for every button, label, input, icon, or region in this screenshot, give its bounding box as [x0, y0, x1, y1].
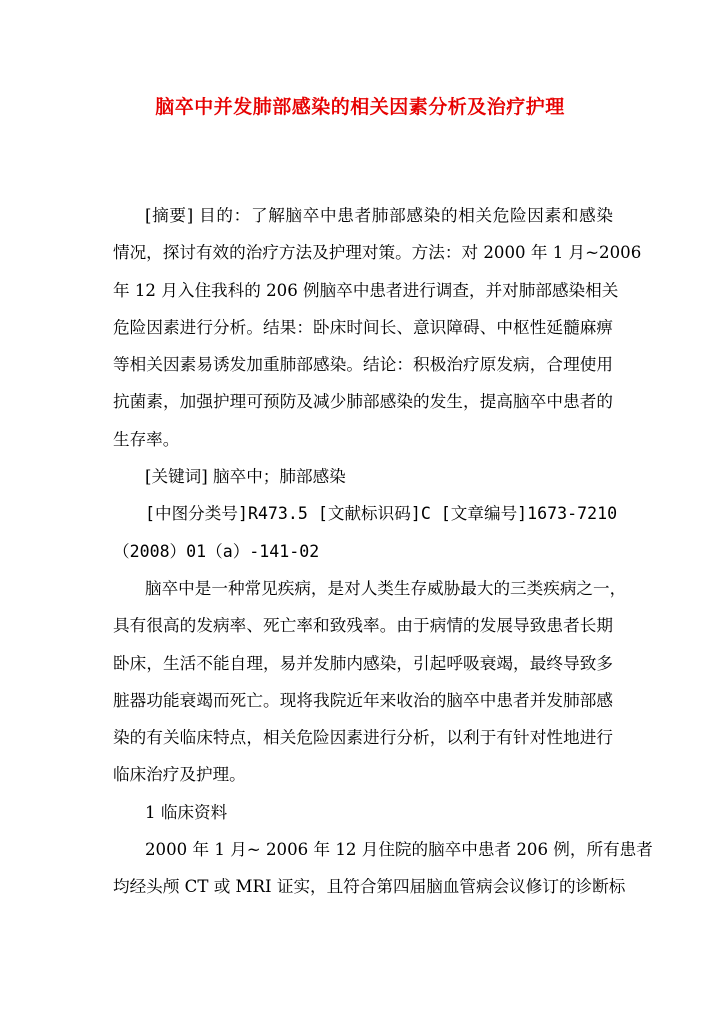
section-heading-text: 1 临床资料 [145, 802, 228, 822]
intro-line: 脑卒中是一种常见疾病，是对人类生存威胁最大的三类疾病之一， [145, 578, 627, 598]
classification-paragraph [113, 495, 618, 570]
intro-line: 具有很高的发病率、死亡率和致残率。由于病情的发展导致患者长期 [113, 616, 613, 636]
intro-line: 卧床，生活不能自理，易并发肺内感染，引起呼吸衰竭，最终导致多 [113, 653, 613, 673]
abstract-line: 危险因素进行分析。结果：卧床时间长、意识障碍、中枢性延髓麻痹 [113, 317, 613, 337]
document-body [113, 197, 653, 906]
keywords-paragraph [113, 458, 613, 495]
section1-line: 均经头颅 CT 或 MRI 证实，且符合第四届脑血管病会议修订的诊断标 [113, 877, 626, 897]
abstract-line: 情况，探讨有效的治疗方法及护理对策。方法：对 2000 年 1 月~2006 [113, 243, 642, 263]
intro-line: 染的有关临床特点，相关危险因素进行分析，以利于有针对性地进行 [113, 728, 613, 748]
abstract-line: 生存率。 [113, 429, 180, 449]
intro-line: 脏器功能衰竭而死亡。现将我院近年来收治的脑卒中患者并发肺部感 [113, 690, 613, 710]
document-title: 脑卒中并发肺部感染的相关因素分析及治疗护理 [155, 96, 565, 118]
keywords-line: [关键词] 脑卒中；肺部感染 [145, 467, 346, 487]
intro-paragraph [113, 570, 627, 794]
abstract-line: 抗菌素，加强护理可预防及减少肺部感染的发生，提高脑卒中患者的 [113, 392, 613, 412]
classification-line: [中图分类号]R473.5 [文献标识码]C [文章编号]1673-7210 [145, 504, 618, 524]
abstract-paragraph [113, 197, 642, 458]
abstract-line: [摘要] 目的：了解脑卒中患者肺部感染的相关危险因素和感染 [145, 206, 613, 225]
section1-paragraph [113, 831, 653, 906]
abstract-line: 等相关因素易诱发加重肺部感染。结论：积极治疗原发病，合理使用 [113, 355, 613, 375]
abstract-line: 年 12 月入住我科的 206 例脑卒中患者进行调查，并对肺部感染相关 [113, 280, 619, 300]
intro-line: 临床治疗及护理。 [113, 765, 246, 785]
classification-line: （2008）01（a）-141-02 [113, 541, 320, 561]
section-heading [113, 794, 613, 831]
section1-line: 2000 年 1 月~ 2006 年 12 月住院的脑卒中患者 206 例，所有患者 [145, 840, 653, 860]
